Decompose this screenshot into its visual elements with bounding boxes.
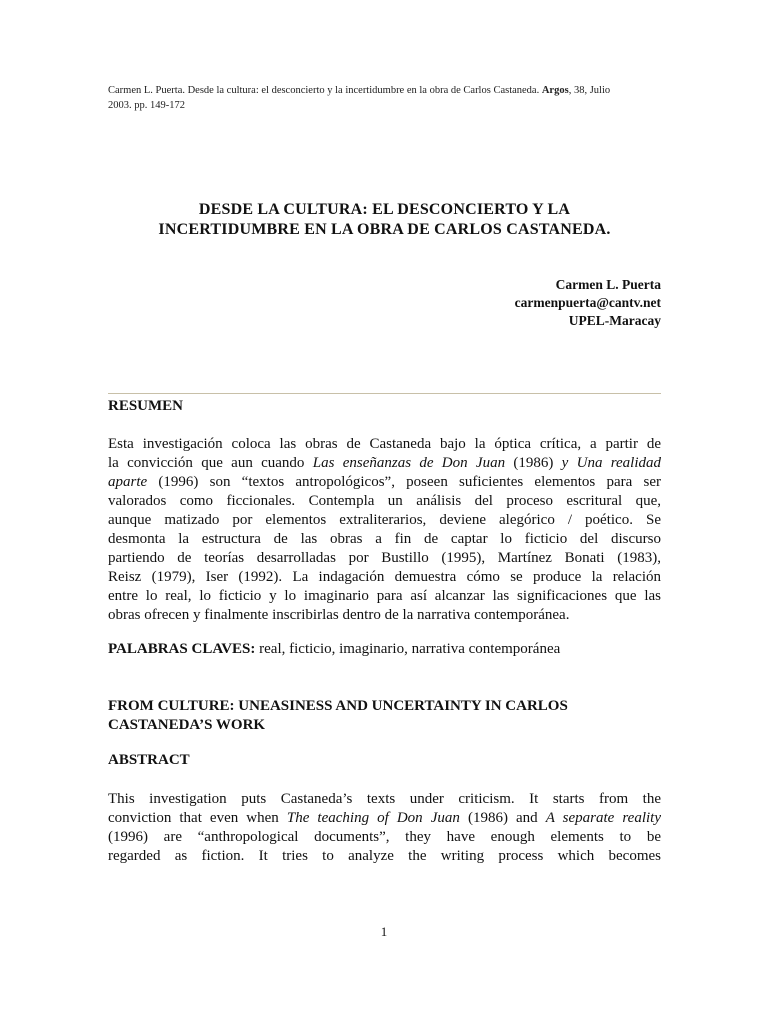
abstract-italic-title-2: A separate reality <box>545 810 661 826</box>
resumen-line: aunque matizado por elementos extraliterarios, deviene alegórico / poético. Se <box>108 512 661 528</box>
author-block <box>360 276 661 330</box>
abstract-paragraph <box>108 790 661 866</box>
resumen-line-2-mid: (1986) <box>505 455 562 471</box>
abstract-line: This investigation puts Castaneda’s texts under criticism. It starts from the <box>108 791 661 807</box>
resumen-line: entre lo real, lo ficticio y lo imaginario para así alcanzar las significaciones que las <box>108 588 661 604</box>
resumen-italic-title-2-end: aparte <box>108 474 148 490</box>
resumen-line: desmonta la estructura de las obras a fin de captar lo ficticio del discurso <box>108 531 661 547</box>
author-name: Carmen L. Puerta <box>555 277 661 292</box>
resumen-line: Esta investigación coloca las obras de Castaneda bajo la óptica crítica, a partir de <box>108 436 661 452</box>
english-title <box>108 697 661 735</box>
author-email: carmenpuerta@cantv.net <box>514 295 661 310</box>
author-affiliation: UPEL-Maracay <box>568 313 661 328</box>
english-title-line-2: CASTANEDA’S WORK <box>108 717 266 733</box>
resumen-heading: RESUMEN <box>108 398 184 414</box>
title-line-2: INCERTIDUMBRE EN LA OBRA DE CARLOS CASTANEDA. <box>158 221 611 238</box>
keywords-label: PALABRAS CLAVES: <box>108 641 256 657</box>
citation-details-2: 2003. pp. 149-172 <box>108 100 185 111</box>
keywords-text: real, ficticio, imaginario, narrativa contemporánea <box>255 641 561 657</box>
citation-journal: Argos <box>541 85 569 96</box>
abstract-line: (1996) are “anthropological documents”, they have enough elements to be <box>108 829 661 845</box>
abstract-heading: ABSTRACT <box>108 752 190 768</box>
abstract-line-2-mid: (1986) and <box>459 810 546 826</box>
resumen-paragraph <box>108 435 661 625</box>
citation-text: Carmen L. Puerta. Desde la cultura: el desconcierto y la incertidumbre en la obra de Carlos Castaneda. <box>108 85 540 96</box>
paper-title <box>108 200 661 240</box>
resumen-line-3-rest: (1996) son “textos antropológicos”, poseen suficientes elementos para ser <box>147 474 661 490</box>
title-line-1: DESDE LA CULTURA: EL DESCONCIERTO Y LA <box>198 201 571 218</box>
page-number: 1 <box>380 924 388 939</box>
resumen-line-2-start: la convicción que aun cuando <box>108 455 313 471</box>
resumen-line <box>108 454 661 473</box>
english-title-line-1: FROM CULTURE: UNEASINESS AND UNCERTAINTY IN CARLOS <box>108 698 568 714</box>
citation-details-1: , 38, Julio <box>568 85 611 96</box>
abstract-italic-title-1: The teaching of Don Juan <box>286 810 460 826</box>
citation <box>108 83 668 113</box>
resumen-line: partiendo de teorías desarrolladas por Bustillo (1995), Martínez Bonati (1983), <box>108 550 661 566</box>
resumen-line <box>108 473 661 492</box>
abstract-line <box>108 809 661 828</box>
resumen-line: obras ofrecen y finalmente inscribirlas dentro de la narrativa contemporánea. <box>108 607 570 623</box>
keywords <box>108 641 661 658</box>
resumen-line: Reisz (1979), Iser (1992). La indagación demuestra cómo se produce la relación <box>108 569 661 585</box>
section-divider <box>108 393 661 394</box>
abstract-line: regarded as fiction. It tries to analyze the writing process which becomes <box>108 848 661 864</box>
resumen-italic-title-2: y Una realidad <box>561 455 662 471</box>
abstract-line-2-start: conviction that even when <box>108 810 287 826</box>
resumen-italic-title-1: Las enseñanzas de Don Juan <box>312 455 506 471</box>
resumen-line: valorados como ficcionales. Contempla un análisis del proceso escritural que, <box>108 493 661 509</box>
